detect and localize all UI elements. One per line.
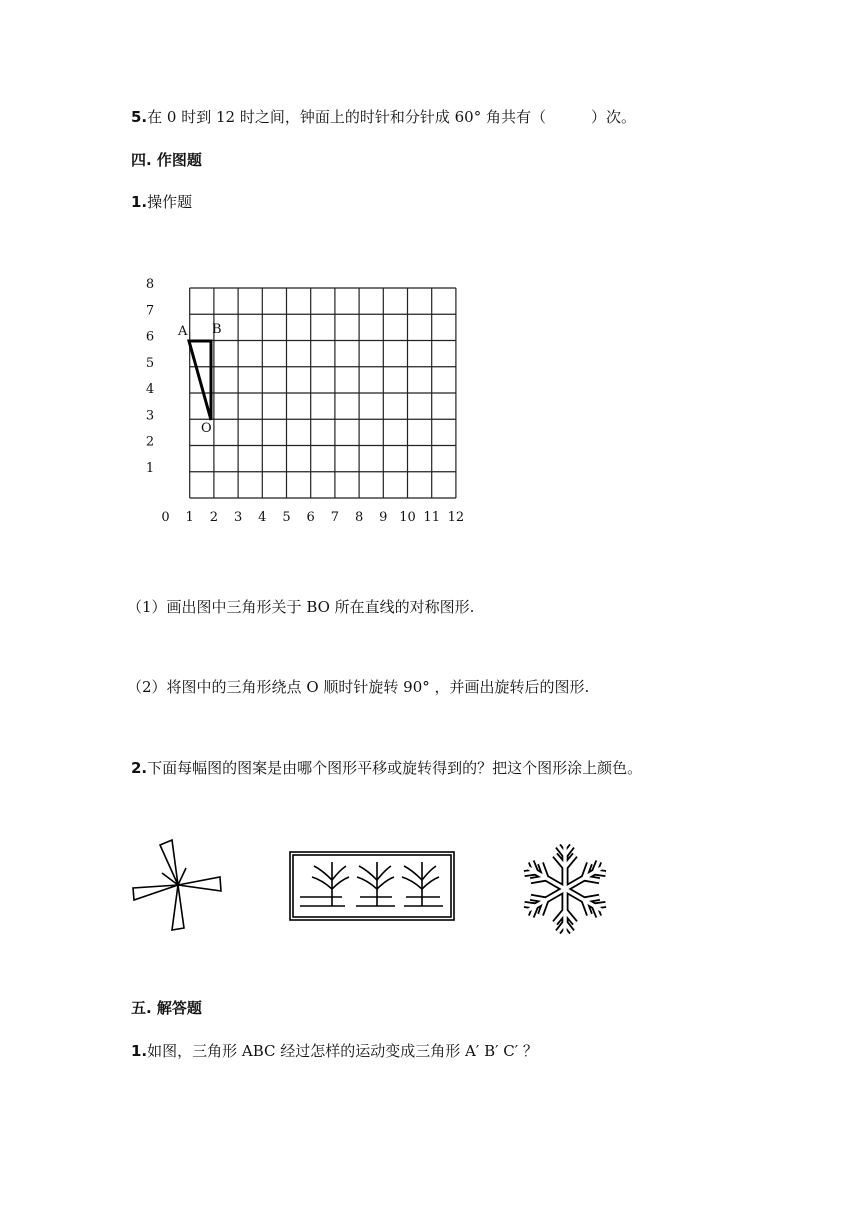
sprout-2 bbox=[356, 862, 395, 906]
x-tick-label: 5 bbox=[282, 510, 291, 525]
y-tick-label: 7 bbox=[145, 303, 155, 319]
question-number: 1. bbox=[131, 1042, 148, 1060]
sprout-box-pattern bbox=[290, 852, 454, 920]
y-tick-label: 5 bbox=[145, 355, 155, 371]
x-tick-label: 3 bbox=[233, 510, 243, 525]
x-tick-label: 6 bbox=[306, 510, 315, 525]
x-tick-label: 8 bbox=[354, 510, 364, 525]
x-tick-label: 12 bbox=[447, 510, 465, 525]
problem-number: 2. bbox=[131, 759, 148, 777]
question-number: 5. bbox=[131, 108, 148, 126]
label-O: O bbox=[201, 421, 212, 436]
y-tick-label: 4 bbox=[145, 382, 155, 397]
sprout-3 bbox=[402, 862, 443, 906]
y-tick-label: 2 bbox=[145, 434, 155, 450]
x-tick-label: 4 bbox=[258, 510, 267, 525]
section-title-4: 四. 作图题 bbox=[131, 151, 202, 169]
problem-number: 1. bbox=[131, 193, 148, 211]
sub-question-2: （2）将图中的三角形绕点 O 顺时针旋转 90° ，并画出旋转后的图形. bbox=[127, 678, 590, 696]
question-text: 在 0 时到 12 时之间，钟面上的时针和分针成 60° 角共有（ ）次。 bbox=[147, 108, 636, 126]
x-tick-label: 11 bbox=[423, 510, 440, 525]
x-tick-label: 2 bbox=[209, 510, 219, 525]
sub-question-1: （1）画出图中三角形关于 BO 所在直线的对称图形. bbox=[127, 598, 475, 616]
sprout-1 bbox=[300, 862, 349, 906]
problem-title: 操作题 bbox=[147, 193, 193, 211]
x-tick-label: 10 bbox=[399, 510, 416, 525]
y-tick-label: 3 bbox=[145, 408, 155, 424]
label-B: B bbox=[212, 322, 222, 337]
answer-question-1 bbox=[131, 1040, 538, 1061]
x-tick-label: 9 bbox=[379, 510, 388, 525]
x-tick-label: 1 bbox=[185, 510, 194, 525]
pinwheel-pattern bbox=[133, 840, 221, 930]
x-tick-label: 0 bbox=[161, 510, 170, 525]
section-title-5: 五. 解答题 bbox=[131, 999, 202, 1017]
problem-text: 下面每幅图的图案是由哪个图形平移或旋转得到的？把这个图形涂上颜色。 bbox=[147, 759, 643, 777]
question-text: 如图，三角形 ABC 经过怎样的运动变成三角形 A′ B′ C′ ？ bbox=[147, 1042, 538, 1060]
y-tick-label: 8 bbox=[145, 277, 155, 292]
x-tick-label: 7 bbox=[330, 510, 340, 525]
label-A: A bbox=[178, 324, 188, 339]
y-tick-label: 1 bbox=[145, 460, 155, 476]
y-tick-label: 6 bbox=[145, 329, 155, 345]
